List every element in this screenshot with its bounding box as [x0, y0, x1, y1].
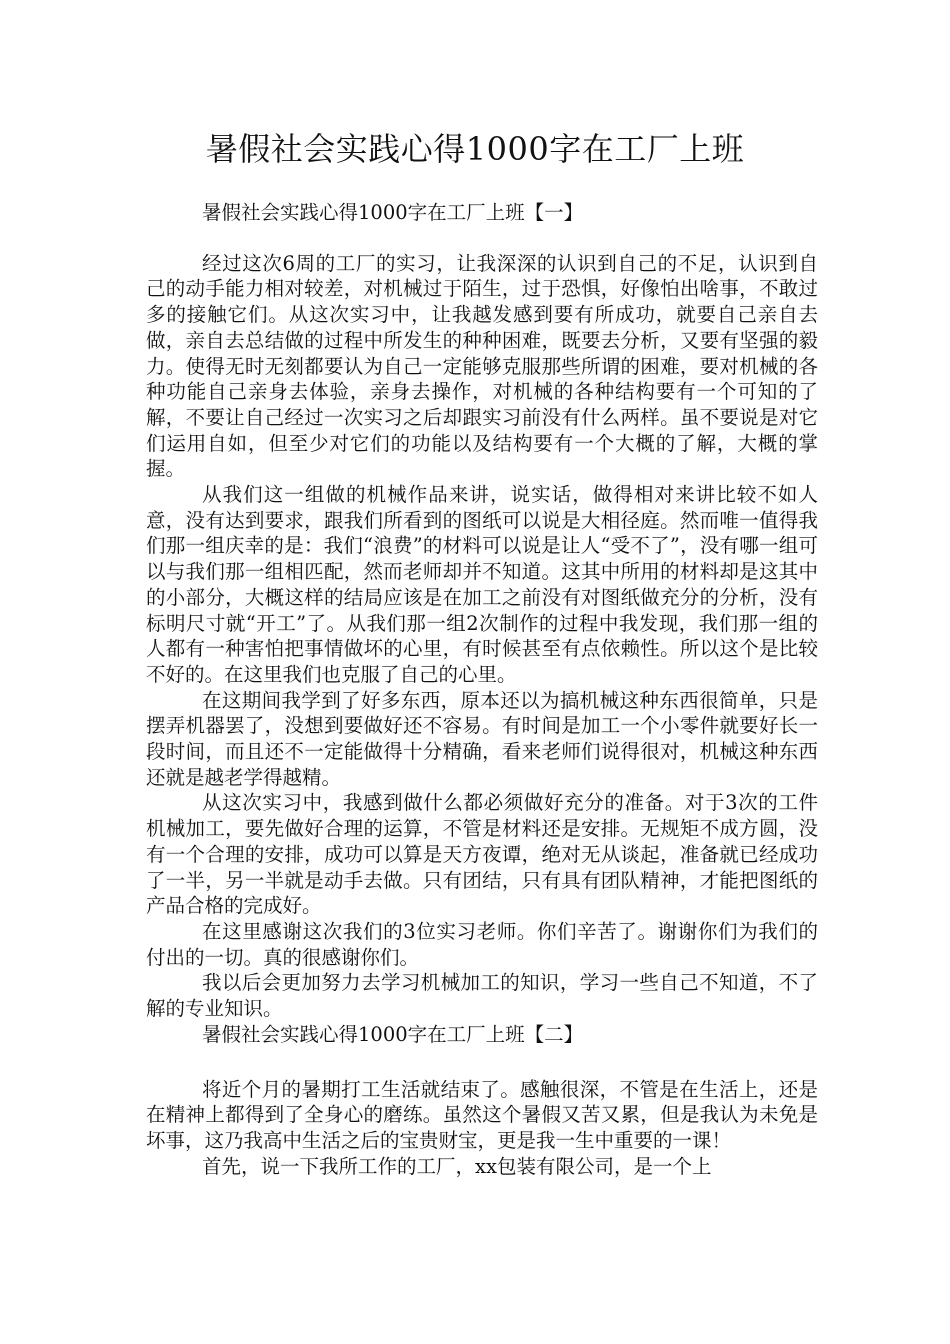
paragraph: 在这里感谢这次我们的3位实习老师。你们辛苦了。谢谢你们为我们的付出的一切。真的很感谢你们。: [146, 919, 818, 969]
paragraph: 将近个月的暑期打工生活就结束了。感触很深，不管是在生活上，还是在精神上都得到了全身心的磨练。虽然这个暑假又苦又累，但是我认为未免是坏事，这乃我高中生活之后的宝贵财宝，更是我一生中重要的一课！: [146, 1077, 818, 1152]
section-heading-1: 暑假社会实践心得1000字在工厂上班【一】: [202, 201, 584, 224]
document-title: 暑假社会实践心得1000字在工厂上班: [205, 130, 745, 168]
section-heading-2: 暑假社会实践心得1000字在工厂上班【二】: [202, 1022, 584, 1046]
section-spacer: [146, 1048, 818, 1077]
section-spacer: [146, 226, 818, 251]
paragraph: 从这次实习中，我感到做什么都必须做好充分的准备。对于3次的工件机械加工，要先做好合理的运算，不管是材料还是安排。无规矩不成方圆，没有一个合理的安排，成功可以算是天方夜谭，绝对无从谈起，准备就已经成功了一半，另一半就是动手去做。只有团结，只有具有团队精神，才能把图纸的产品合格的完成好。: [146, 791, 818, 918]
paragraph: 经过这次6周的工厂的实习，让我深深的认识到自己的不足，认识到自己的动手能力相对较差，对机械过于陌生，过于恐惧，好像怕出啥事，不敢过多的接触它们。从这次实习中，让我越发感到要有所成功，就要自己亲自去做，亲自去总结做的过程中所发生的种种困难，既要去分析，又要有坚强的毅力。使得无时无刻都要认为自己一定能够克服那些所谓的困难，要对机械的各种功能自己亲身去体验，亲身去操作，对机械的各种结构要有一个可知的了解，不要让自己经过一次实习之后却跟实习前没有什么两样。虽不要说是对它们运用自如，但至少对它们的功能以及结构要有一个大概的了解，大概的掌握。: [146, 251, 818, 481]
paragraph: 我以后会更加努力去学习机械加工的知识，学习一些自己不知道，不了解的专业知识。: [146, 971, 818, 1021]
document-body: [146, 200, 818, 1179]
paragraph: 首先，说一下我所工作的工厂，xx包装有限公司，是一个上: [202, 1154, 712, 1178]
paragraph: 在这期间我学到了好多东西，原本还以为搞机械这种东西很简单，只是摆弄机器罢了，没想到要做好还不容易。有时间是加工一个小零件就要好长一段时间，而且还不一定能做得十分精确，看来老师们说得很对，机械这种东西还就是越老学得越精。: [146, 688, 818, 789]
paragraph: 从我们这一组做的机械作品来讲，说实话，做得相对来讲比较不如人意，没有达到要求，跟我们所看到的图纸可以说是大相径庭。然而唯一值得我们那一组庆幸的是：我们“浪费”的材料可以说是让人“受不了”，没有哪一组可以与我们那一组相匹配，然而老师却并不知道。这其中所用的材料却是这其中的小部分，大概这样的结局应该是在加工之前没有对图纸做充分的分析，没有标明尺寸就“开工”了。从我们那一组2次制作的过程中我发现，我们那一组的人都有一种害怕把事情做坏的心里，有时候甚至有点依赖性。所以这个是比较不好的。在这里我们也克服了自己的心里。: [146, 483, 818, 686]
